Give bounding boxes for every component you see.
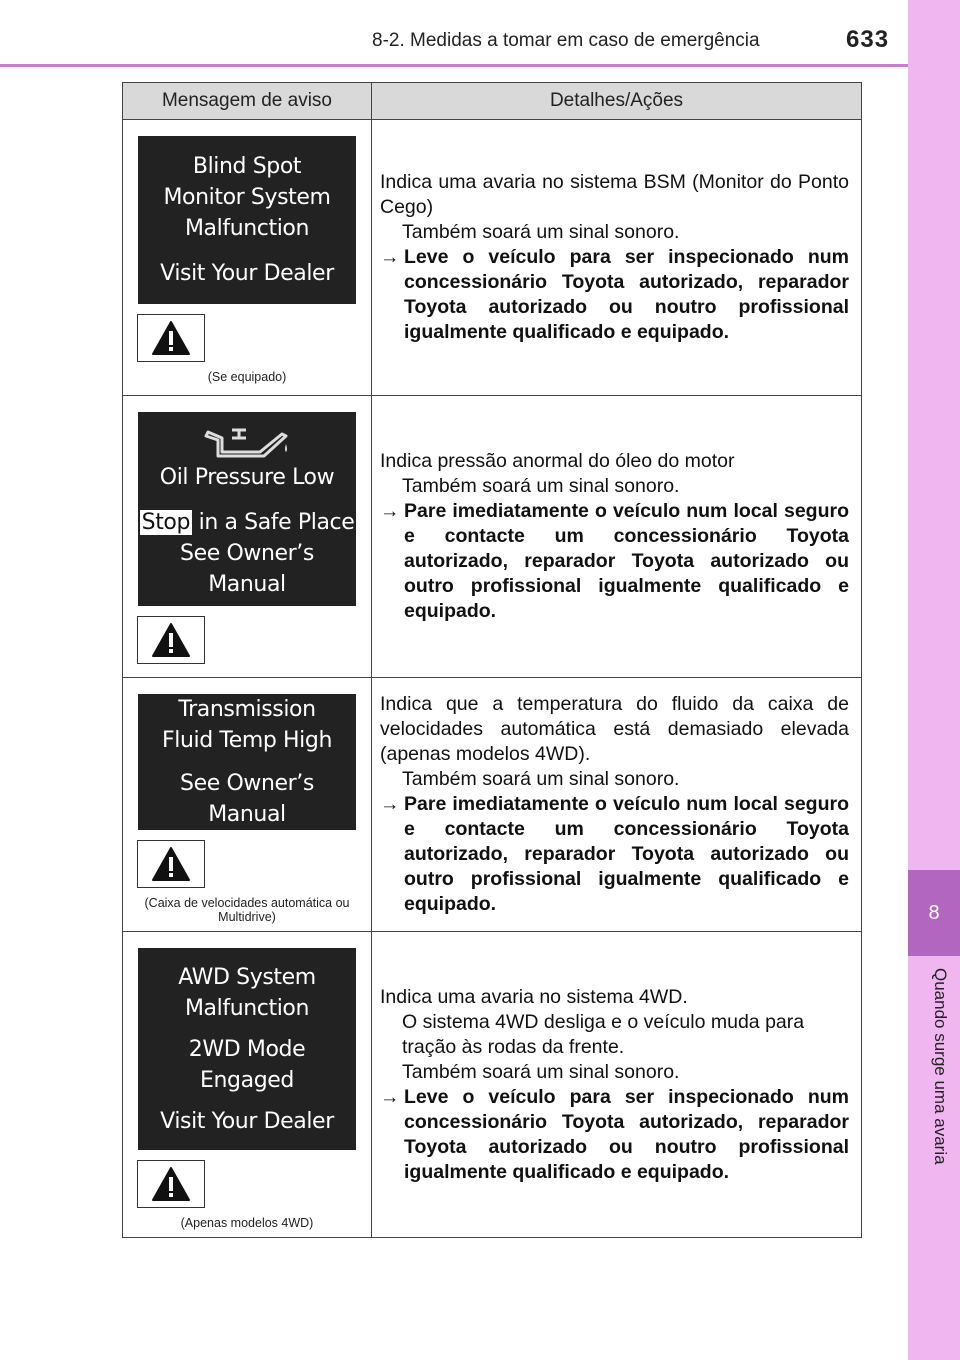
message-cell [123, 932, 372, 1238]
arrow-icon: → [380, 1085, 400, 1108]
warning-screen [138, 948, 356, 1150]
screen-line: Fluid Temp High [162, 728, 332, 753]
table-header-row [123, 83, 862, 120]
action-instruction [380, 499, 849, 624]
warning-triangle-icon [137, 616, 205, 664]
action-instruction [380, 1085, 849, 1185]
screen-line: 2WD Mode [188, 1036, 306, 1062]
detail-intro: Indica uma avaria no sistema 4WD. [380, 985, 688, 1008]
screen-line: Oil Pressure Low [159, 465, 335, 490]
warning-triangle-icon [137, 1160, 205, 1208]
message-cell [123, 678, 372, 932]
arrow-icon: → [380, 500, 400, 522]
arrow-icon: → [380, 246, 400, 268]
action-text: Pare imediatamente o veículo num local seguro e contacte um concessionário Toyota autorizado, reparador Toyota autorizado ou outro profissional igualmente qualificado e equipado. [404, 500, 849, 622]
detail-intro: Indica que a temperatura do fluido da caixa de velocidades automática está demasiado elevada (apenas modelos 4WD). [380, 693, 849, 765]
detail-sub: O sistema 4WD desliga e o veículo muda para tração às rodas da frente. [402, 1010, 805, 1058]
table-row [123, 396, 862, 678]
detail-intro: Indica pressão anormal do óleo do motor [380, 450, 735, 472]
oil-can-icon [202, 418, 292, 462]
details-cell [372, 932, 862, 1238]
warning-screen [138, 694, 356, 830]
detail-sub: Também soará um sinal sonoro. [402, 1060, 680, 1083]
arrow-icon: → [380, 793, 400, 815]
action-text: Pare imediatamente o veículo num local seguro e contacte um concessionário Toyota autorizado, reparador Toyota autorizado ou outro profissional igualmente qualificado e equipado. [404, 793, 849, 915]
screen-line: AWD System [178, 964, 316, 990]
action-instruction [380, 245, 849, 345]
screen-line: Stop in a Safe Place [141, 510, 355, 535]
screen-line: See Owner’s Manual [180, 541, 314, 597]
table-row [123, 932, 862, 1238]
applicability-note: (Se equipado) [207, 370, 287, 384]
screen-line: Transmission [178, 697, 316, 722]
section-title: 8-2. Medidas a tomar em caso de emergência [372, 30, 760, 51]
warning-triangle-icon [137, 314, 205, 362]
details-cell [372, 678, 862, 932]
screen-line: Visit Your Dealer [160, 1108, 334, 1134]
warning-screen [138, 136, 356, 304]
details-cell [372, 120, 862, 396]
applicability-note: (Caixa de velocidades automática ou Multidrive) [144, 896, 350, 924]
detail-sub: Também soará um sinal sonoro. [402, 221, 680, 243]
warning-table [122, 82, 862, 1238]
detail-sub: Também soará um sinal sonoro. [402, 768, 680, 790]
action-text: Leve o veículo para ser inspecionado num concessionário Toyota autorizado, reparador Toyota autorizado ou noutro profissional igualmente qualificado e equipado. [404, 1085, 849, 1183]
message-cell [123, 120, 372, 396]
chapter-number-tab[interactable]: 8 [908, 870, 960, 956]
screen-line: See Owner’s Manual [180, 771, 314, 827]
stop-label: Stop [141, 510, 191, 535]
table-row [123, 120, 862, 396]
applicability-note: (Apenas modelos 4WD) [180, 1216, 314, 1230]
detail-sub: Também soará um sinal sonoro. [402, 475, 680, 497]
screen-line: Engaged [200, 1067, 294, 1093]
action-instruction [380, 792, 849, 917]
header-divider [0, 64, 908, 67]
screen-line: Malfunction [184, 216, 310, 241]
screen-line: Blind Spot [192, 154, 302, 179]
column-header-details: Detalhes/Ações [372, 83, 862, 120]
action-text: Leve o veículo para ser inspecionado num concessionário Toyota autorizado, reparador Toyota autorizado ou noutro profissional igualmente qualificado e equipado. [404, 246, 849, 343]
page-number: 633 [846, 26, 890, 53]
column-header-message: Mensagem de aviso [123, 83, 372, 120]
table-row [123, 678, 862, 932]
details-cell [372, 396, 862, 678]
screen-line: Malfunction [184, 995, 310, 1021]
warning-screen [138, 412, 356, 606]
side-tab-top [908, 0, 960, 870]
screen-line: Visit Your Dealer [160, 261, 334, 286]
screen-line: Monitor System [163, 185, 331, 210]
detail-intro: Indica uma avaria no sistema BSM (Monitor do Ponto Cego) [380, 171, 849, 218]
chapter-label: Quando surge uma avaria [931, 968, 950, 1165]
warning-triangle-icon [137, 840, 205, 888]
message-cell [123, 396, 372, 678]
